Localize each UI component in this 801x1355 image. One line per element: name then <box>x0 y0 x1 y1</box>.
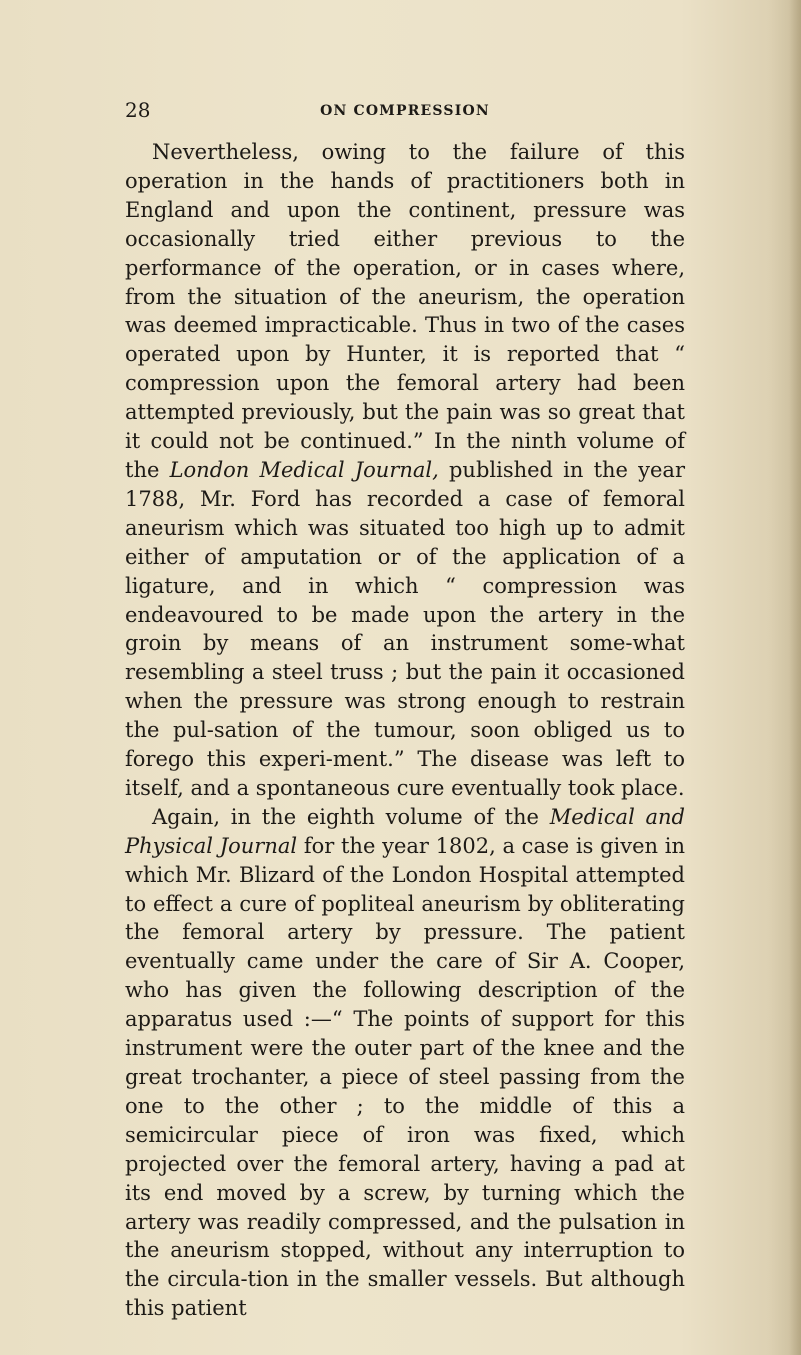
paragraph-1-text-b: published in the year 1788, Mr. Ford has recorded a case of femoral aneurism which was situated too high up to admit either of amputation or of the application of a ligature, and in which “ compression was endeavoured to be made upon the artery in the groin by means of an instrument some-what resembling a steel truss ; but the pain it occasioned when the pressure was strong enough to restrain the pul-sation of the tumour, soon obliged us to forego this experi-ment.” The disease was left to itself, and a spontaneous cure eventually took place. <box>125 457 685 800</box>
page-edge-shadow <box>789 0 801 1355</box>
paragraph-2-text-a: Again, in the eighth volume of the <box>152 804 550 829</box>
paragraph-2-text-b: for the year 1802, a case is given in which Mr. Blizard of the London Hospital attempted to effect a cure of popliteal aneurism by obliterating the femoral artery by pressure. The patient eventually came under the care of Sir A. Cooper, who has given the following description of the apparatus used :—“ The points of support for this instrument were the outer part of the knee and the great trochanter, a piece of steel passing from the one to the other ; to the middle of this a semicircular piece of iron was fixed, which projected over the femoral artery, having a pad at its end moved by a screw, by turning which the artery was readily compressed, and the pulsation in the aneurism stopped, without any interruption to the circula-tion in the smaller vessels. But although this patient <box>125 833 685 1321</box>
running-head <box>125 96 685 124</box>
running-title: ON COMPRESSION <box>320 103 490 119</box>
journal-title-medical-physical: Medical and Physical Journal <box>125 804 685 858</box>
page-number: 28 <box>125 98 151 122</box>
paragraph-1-text-a: Nevertheless, owing to the failure of this operation in the hands of practitioners both in England and upon the continent, pressure was occasionally tried either previous to the performance of the operation, or in cases where, from the situation of the aneurism, the operation was deemed impracticable. Thus in two of the cases operated upon by Hunter, it is reported that “ compression upon the femoral artery had been attempted previously, but the pain was so great that it could not be continued.” In the ninth volume of the <box>125 140 685 482</box>
body-text <box>125 138 685 1323</box>
paragraph-2 <box>125 803 685 1323</box>
journal-title-london-medical: London Medical Journal, <box>169 457 439 482</box>
paragraph-1 <box>125 138 685 803</box>
